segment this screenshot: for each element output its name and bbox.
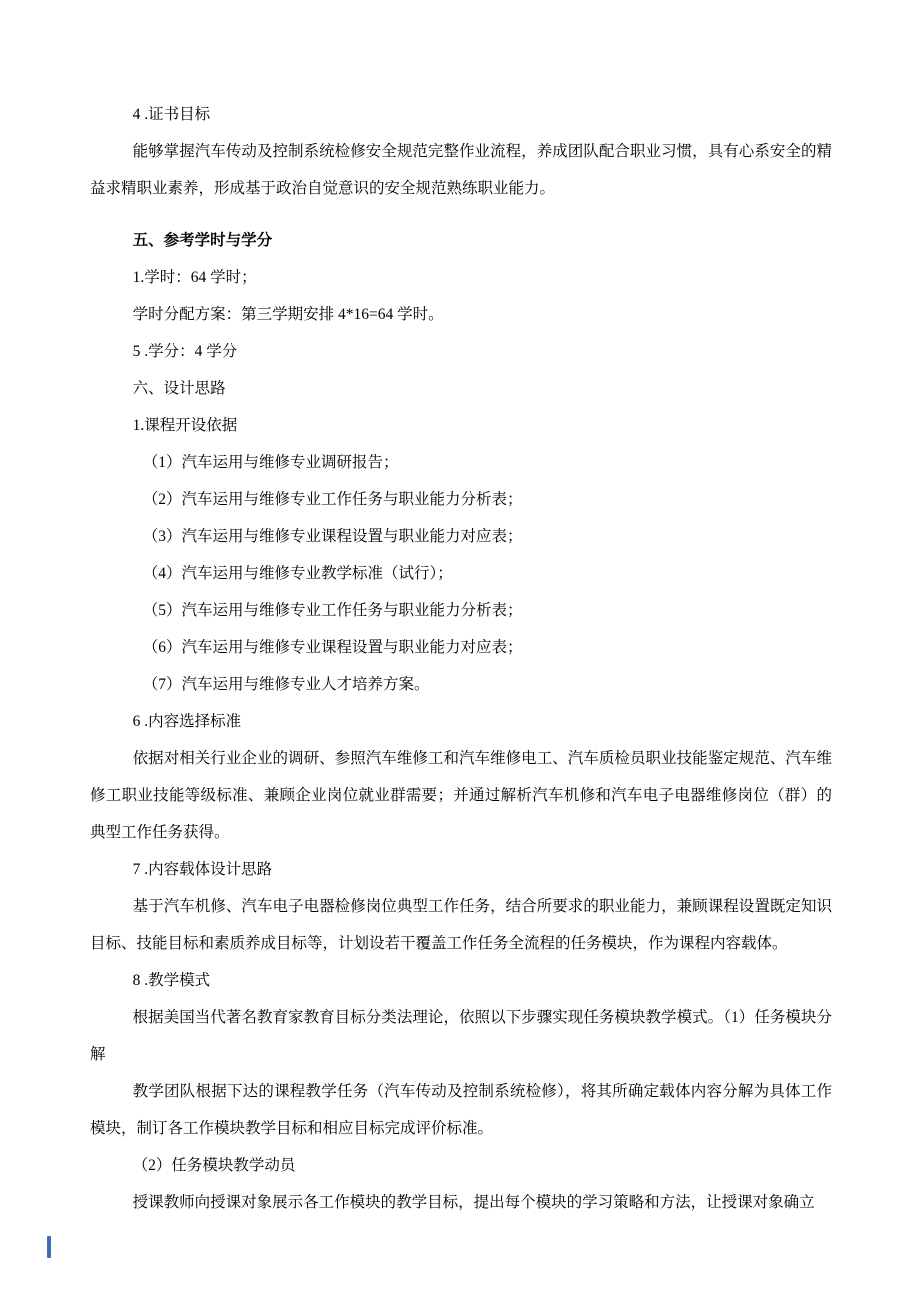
paragraph: （1）汽车运用与维修专业调研报告； — [142, 454, 399, 471]
paragraph: （3）汽车运用与维修专业课程设置与职业能力对应表； — [142, 528, 523, 545]
paragraph: 6 .内容选择标准 — [132, 713, 242, 730]
paragraph: 7 .内容载体设计思路 — [132, 861, 273, 878]
paragraph: 六、设计思路 — [132, 380, 226, 397]
paragraph: 5 .学分：4 学分 — [132, 343, 238, 360]
paragraph: （4）汽车运用与维修专业教学标准（试行）； — [142, 565, 453, 582]
paragraph: 学时分配方案：第三学期安排 4*16=64 学时。 — [132, 306, 444, 323]
paragraph: 能够掌握汽车传动及控制系统检修安全规范完整作业流程，养成团队配合职业习惯，具有心系安全的精益求精职业素养，形成基于政治自觉意识的安全规范熟练职业能力。 — [90, 143, 832, 197]
section-heading: 五、参考学时与学分 — [132, 232, 273, 249]
document-body — [90, 96, 832, 1221]
paragraph: 根据美国当代著名教育家教育目标分类法理论，依照以下步骤实现任务模块教学模式。（1）任务模块分解 — [90, 1009, 832, 1063]
paragraph: （7）汽车运用与维修专业人才培养方案。 — [142, 676, 430, 693]
paragraph: 基于汽车机修、汽车电子电器检修岗位典型工作任务，结合所要求的职业能力，兼顾课程设置既定知识目标、技能目标和素质养成目标等，计划设若干覆盖工作任务全流程的任务模块，作为课程内容载体。 — [90, 898, 832, 952]
text-cursor-marker — [47, 1236, 51, 1258]
paragraph: 4 .证书目标 — [132, 106, 211, 123]
paragraph: （2）任务模块教学动员 — [132, 1157, 296, 1174]
paragraph: 8 .教学模式 — [132, 972, 211, 989]
paragraph: 教学团队根据下达的课程教学任务（汽车传动及控制系统检修），将其所确定载体内容分解为具体工作模块，制订各工作模块教学目标和相应目标完成评价标准。 — [90, 1083, 832, 1137]
paragraph: （2）汽车运用与维修专业工作任务与职业能力分析表； — [142, 491, 523, 508]
paragraph: 1.课程开设依据 — [132, 417, 238, 434]
paragraph: （5）汽车运用与维修专业工作任务与职业能力分析表； — [142, 602, 523, 619]
paragraph: （6）汽车运用与维修专业课程设置与职业能力对应表； — [142, 639, 523, 656]
paragraph: 依据对相关行业企业的调研、参照汽车维修工和汽车维修电工、汽车质检员职业技能鉴定规范、汽车维修工职业技能等级标准、兼顾企业岗位就业群需要；并通过解析汽车机修和汽车电子电器维修岗位（群）的典型工作任务获得。 — [90, 750, 832, 841]
paragraph: 授课教师向授课对象展示各工作模块的教学目标，提出每个模块的学习策略和方法，让授课对象确立 — [132, 1194, 815, 1211]
paragraph: 1.学时：64 学时； — [132, 269, 257, 286]
